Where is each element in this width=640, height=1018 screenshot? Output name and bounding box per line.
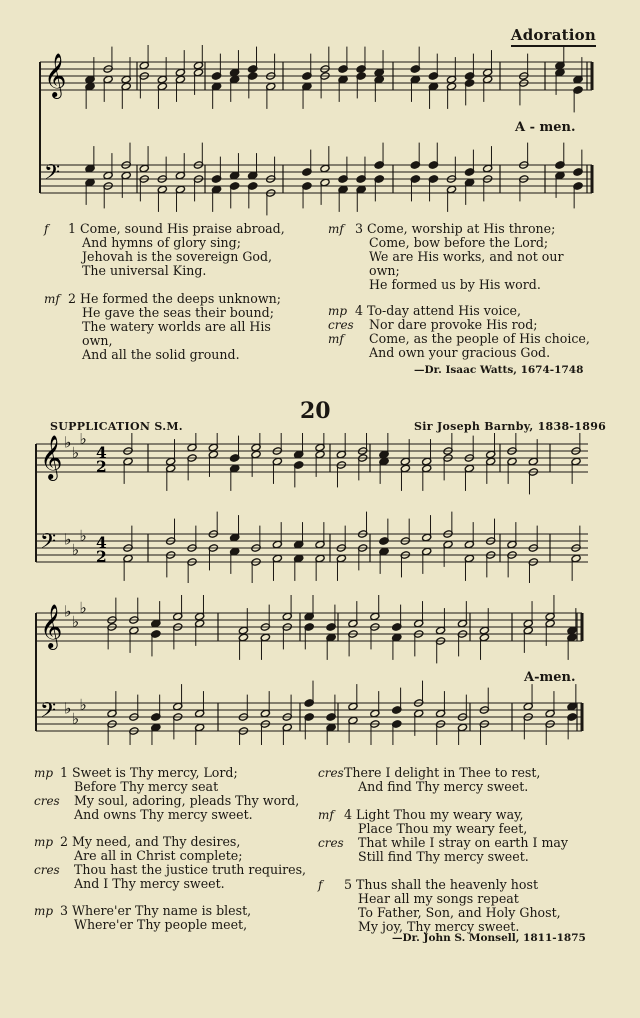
dynamic-marking: f xyxy=(318,878,323,892)
verse-text: The universal King. xyxy=(82,263,207,278)
verse-line xyxy=(344,780,528,794)
verse-number: 1 xyxy=(68,221,81,236)
key-flat: ♭ xyxy=(64,433,72,452)
bass-clef: 𝄢 xyxy=(40,698,57,728)
dynamic-marking: cres xyxy=(328,318,354,332)
key-flat: ♭ xyxy=(64,699,72,718)
dynamic-marking: mf xyxy=(328,222,344,236)
verse-text: Thou hast the justice truth requires, xyxy=(74,862,307,877)
treble-clef: 𝄞 xyxy=(40,603,63,648)
treble-clef: 𝄞 xyxy=(40,434,63,479)
verse-text: That while I stray on earth I may xyxy=(358,835,569,850)
bass-clef: 𝄢 xyxy=(44,160,61,190)
dynamic-marking: cres xyxy=(34,863,60,877)
verse-text: Place Thou my weary feet, xyxy=(358,821,528,836)
verse-text: Come, bow before the Lord; xyxy=(369,235,549,250)
section-title: Adoration xyxy=(511,26,596,47)
tune-name: SUPPLICATION S.M. xyxy=(50,420,183,433)
bass-clef: 𝄢 xyxy=(40,529,57,559)
verse-text: And find Thy mercy sweet. xyxy=(358,779,529,794)
key-flat: ♭ xyxy=(71,444,79,462)
verse-line xyxy=(60,877,225,891)
dynamic-marking: mf xyxy=(328,332,344,346)
verse-text: Are all in Christ complete; xyxy=(74,848,243,863)
verse-text: own; xyxy=(369,263,400,278)
verse-text: Still find Thy mercy sweet. xyxy=(358,849,529,864)
dynamic-marking: mp xyxy=(328,304,348,318)
verse-text: Thus shall the heavenly host xyxy=(356,877,539,892)
verse-line xyxy=(344,850,529,864)
verse-text: And hymns of glory sing; xyxy=(82,235,241,250)
hymn-number: 20 xyxy=(300,398,331,424)
verse-number: 2 xyxy=(68,291,81,306)
verse-text: Light Thou my weary way, xyxy=(356,807,524,822)
verse-line xyxy=(355,278,541,292)
hymn20-author: —Dr. John S. Monsell, 1811-1875 xyxy=(392,932,586,944)
verse-text: To-day attend His voice, xyxy=(367,303,521,318)
dynamic-marking: cres xyxy=(318,836,344,850)
verse-line xyxy=(68,348,240,362)
verse-text: Jehovah is the sovereign God, xyxy=(82,249,273,264)
verse-text: My joy, Thy mercy sweet. xyxy=(358,919,520,934)
verse-number: 4 xyxy=(344,807,357,822)
verse-text: He formed the deeps unknown; xyxy=(80,291,281,306)
time-signature: 4 xyxy=(96,444,107,462)
verse-text: My need, and Thy desires, xyxy=(72,834,241,849)
verse-number: 4 xyxy=(355,303,368,318)
key-flat: ♭ xyxy=(79,527,87,545)
verse-number: 5 xyxy=(344,877,357,892)
verse-line xyxy=(68,264,206,278)
dynamic-marking: cres xyxy=(34,794,60,808)
verse-text: And own your gracious God. xyxy=(369,345,551,360)
verse-text: Before Thy mercy seat xyxy=(74,779,219,794)
verse-line xyxy=(60,808,253,822)
key-flat: ♭ xyxy=(79,696,87,714)
dynamic-marking: mf xyxy=(44,292,60,306)
key-flat: ♭ xyxy=(71,613,79,631)
dynamic-marking: cres xyxy=(318,766,344,780)
key-flat: ♭ xyxy=(71,541,79,559)
verse-text: The watery worlds are all His xyxy=(82,319,271,334)
verse-number: 3 xyxy=(355,221,368,236)
time-signature: 4 xyxy=(96,534,107,552)
treble-clef: 𝄞 xyxy=(44,52,67,97)
verse-number: 1 xyxy=(60,765,73,780)
verse-text: And owns Thy mercy sweet. xyxy=(74,807,253,822)
verse-text: And I Thy mercy sweet. xyxy=(74,876,225,891)
verse-text: To Father, Son, and Holy Ghost, xyxy=(358,905,561,920)
verse-text: My soul, adoring, pleads Thy word, xyxy=(74,793,300,808)
hymn19-author: —Dr. Isaac Watts, 1674-1748 xyxy=(414,364,584,376)
verse-line xyxy=(355,346,550,360)
verse-text: Hear all my songs repeat xyxy=(358,891,519,906)
key-flat: ♭ xyxy=(64,530,72,549)
verse-text: Where'er Thy people meet, xyxy=(74,917,248,932)
verse-text: own, xyxy=(82,333,113,348)
composer: Sir Joseph Barnby, 1838-1896 xyxy=(414,420,607,433)
verse-text: He gave the seas their bound; xyxy=(82,305,274,320)
verse-text: We are His works, and not our xyxy=(369,249,564,264)
verse-text: Come, as the people of His choice, xyxy=(369,331,590,346)
amen-hymn20: A-men. xyxy=(524,670,576,685)
time-signature: 2 xyxy=(96,458,107,476)
verse-number: 3 xyxy=(60,903,73,918)
music-system-hymn20-first xyxy=(0,433,640,583)
dynamic-marking: f xyxy=(44,222,49,236)
amen-hymn19: A - men. xyxy=(515,120,576,135)
verse-line xyxy=(60,918,247,932)
verse-text: And all the solid ground. xyxy=(82,347,240,362)
verse-text: Nor dare provoke His rod; xyxy=(369,317,538,332)
verse-text: There I delight in Thee to rest, xyxy=(344,765,541,780)
dynamic-marking: mp xyxy=(34,835,54,849)
dynamic-marking: mf xyxy=(318,808,334,822)
time-signature: 2 xyxy=(96,548,107,566)
dynamic-marking: mp xyxy=(34,904,54,918)
dynamic-marking: mp xyxy=(34,766,54,780)
verse-number: 2 xyxy=(60,834,73,849)
key-flat: ♭ xyxy=(79,599,87,617)
key-flat: ♭ xyxy=(71,710,79,728)
verse-text: Sweet is Thy mercy, Lord; xyxy=(72,765,238,780)
verse-text: Where'er Thy name is blest, xyxy=(72,903,252,918)
key-flat: ♭ xyxy=(79,433,87,448)
verse-text: Come, worship at His throne; xyxy=(367,221,556,236)
verse-text: He formed us by His word. xyxy=(369,277,541,292)
verse-text: Come, sound His praise abroad, xyxy=(80,221,285,236)
key-flat: ♭ xyxy=(64,602,72,621)
